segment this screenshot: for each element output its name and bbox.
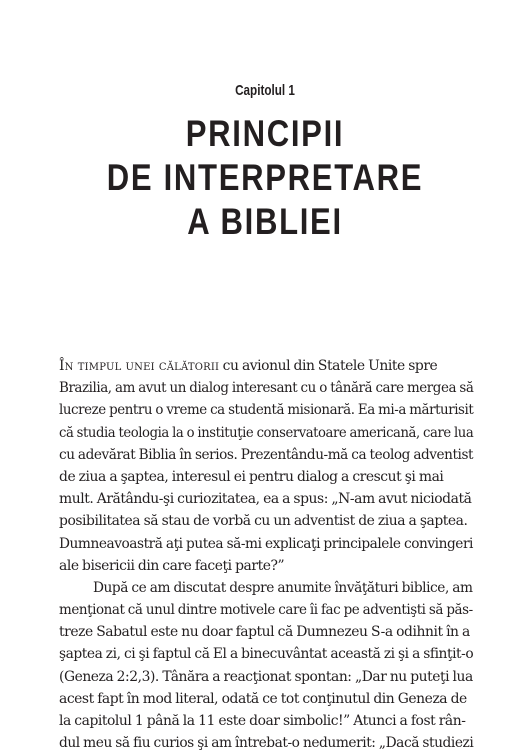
paragraph-1-line-4: că studia teologia la o instituţie conservatoare americană, care lua: [59, 424, 474, 441]
paragraph-1-line-8: posibilitatea să stau de vorbă cu un adventist de ziua a şaptea.: [59, 513, 468, 530]
paragraph-2-line-2: menţionat că unul dintre motivele care îi fac pe adventişti să păs-: [59, 602, 473, 619]
chapter-title-line-1: PRINCIPII: [185, 113, 345, 154]
chapter-title: [0, 112, 530, 244]
chapter-title-line-2: DE INTERPRETARE: [106, 157, 424, 198]
paragraph-2-line-4: şaptea zi, ci şi faptul că El a binecuvântat această zi şi a sfinţit-o: [59, 646, 474, 663]
paragraph-1-line-7: mult. Arătându-şi curiozitatea, ea a spus: „N-am avut niciodată: [59, 491, 472, 508]
paragraph-2-line-8: dul meu să fiu curios şi am întrebat-o nedumerit: „Dacă studiezi: [59, 735, 474, 752]
paragraph-2-line-7: la capitolul 1 până la 11 este doar simbolic!” Atunci a fost rân-: [59, 713, 466, 729]
paragraph-1-line-9: Dumneavoastră aţi putea să-mi explicaţi principalele convingeri: [59, 535, 473, 552]
paragraph-2-line-5: (Geneza 2:2,3). Tânăra a reacţionat spontan: „Dar nu puteţi lua: [59, 668, 473, 685]
paragraph-1-line-10: ale bisericii din care faceţi parte?”: [59, 557, 285, 574]
paragraph-1-line-5: cu adevărat Biblia în serios. Prezentându-mă ca teolog adventist: [59, 446, 474, 463]
paragraph-1-line-2: Brazilia, am avut un dialog interesant cu o tânără care mergea să: [59, 380, 474, 397]
paragraph-1-line-6: de ziua a şaptea, interesul ei pentru dialog a crescut şi mai: [59, 468, 444, 485]
paragraph-2-line-3: treze Sabatul este nu doar faptul că Dumnezeu S-a odihnit în a: [59, 624, 470, 641]
paragraph-lead-smallcaps: În timpul unei călătorii: [59, 358, 220, 374]
paragraph-2-line-6: acest fapt în mod literal, odată ce tot conţinutul din Geneza de: [59, 690, 467, 707]
chapter-title-line-3: A BIBLIEI: [187, 201, 343, 242]
chapter-label: Capitolul 1: [235, 82, 295, 99]
body-text: [59, 355, 473, 754]
paragraph-1-line-1: [59, 355, 473, 377]
paragraph-1-line-3: lucreze pentru o vreme ca studentă misionară. Ea mi-a mărturisit: [59, 402, 474, 419]
paragraph-2-line-1: După ce am discutat despre anumite învăţături biblice, am: [93, 579, 473, 596]
paragraph-1-line-1-text: cu avionul din Statele Unite spre: [219, 358, 438, 374]
